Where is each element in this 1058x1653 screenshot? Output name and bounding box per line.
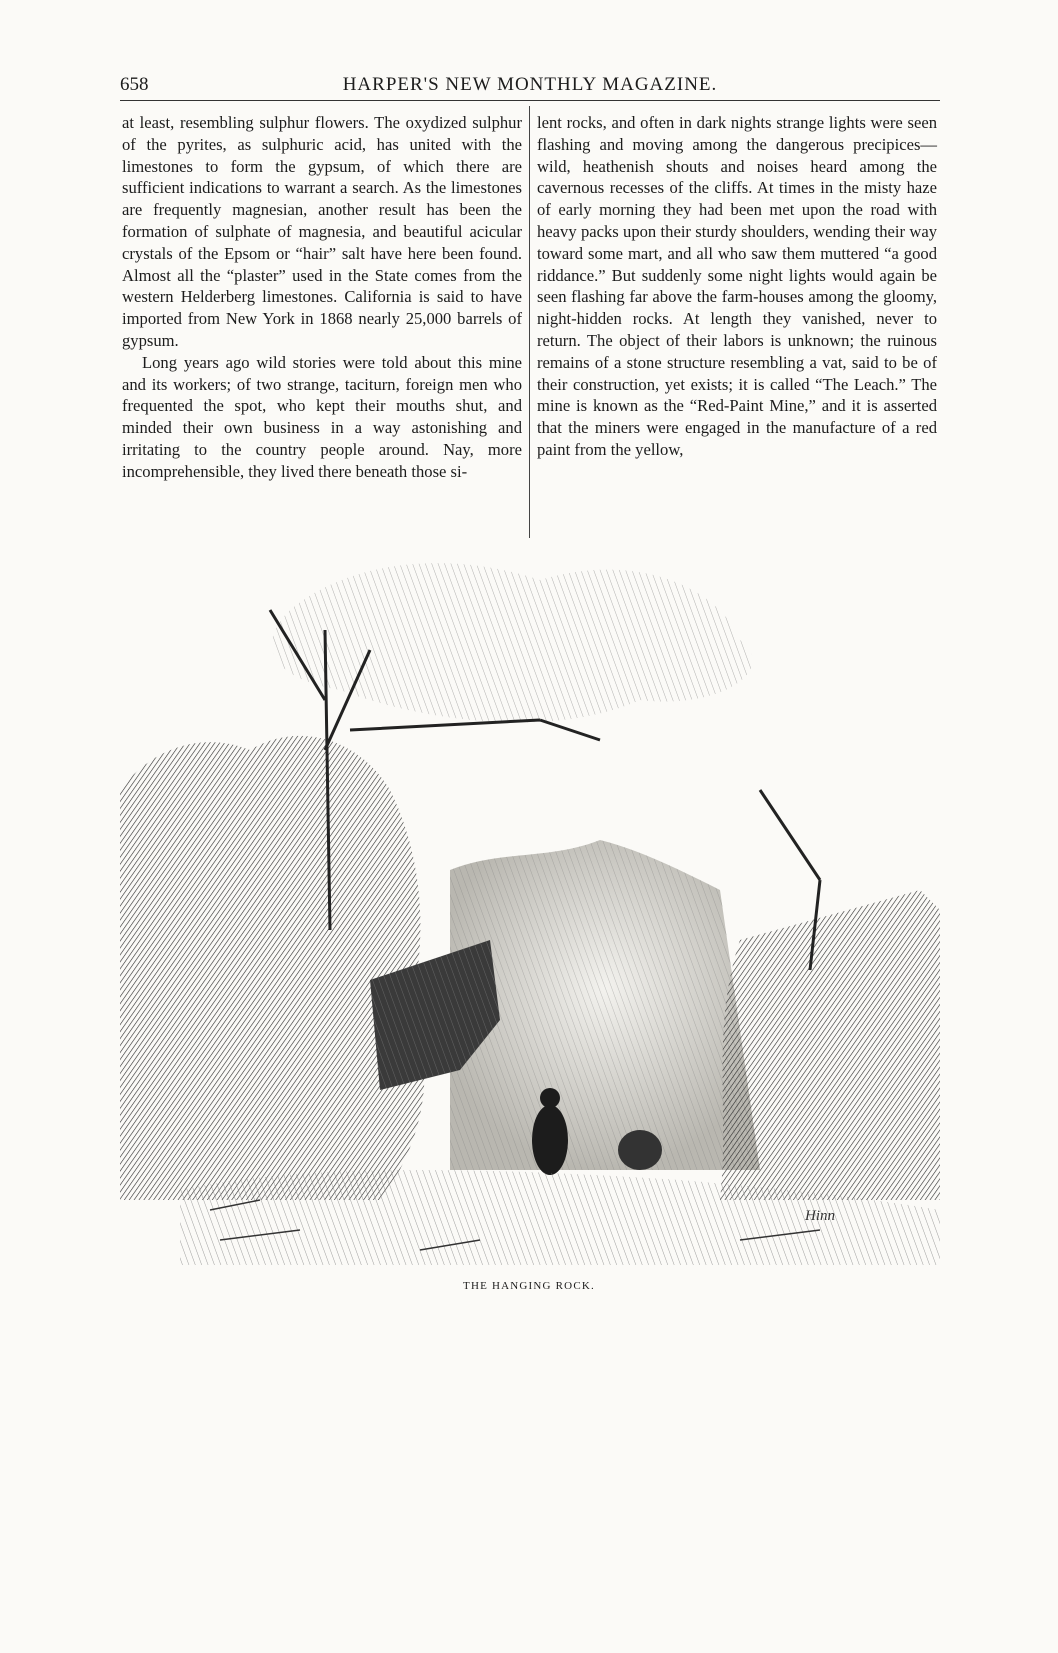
right-column (537, 112, 937, 461)
page-number: 658 (120, 74, 149, 95)
hanging-rock-engraving (120, 550, 940, 1265)
illustration-caption: THE HANGING ROCK. (463, 1280, 595, 1292)
artist-signature: Hinn (805, 1208, 835, 1224)
page-header (120, 70, 940, 101)
left-paragraph-2: Long years ago wild stories were told about this mine and its workers; of two strange, taciturn, foreign men who frequented the spot, who kept their mouths shut, and minded their own business in a way astonishing and irritating to the country people around. Nay, more incomprehensible, they lived there beneath those si- (122, 352, 522, 481)
right-paragraph-1: lent rocks, and often in dark nights strange lights were seen flashing and moving among the dangerous precipices—wild, heathenish shouts and noises heard among the cavernous recesses of the cliffs. At times in the misty haze of early morning they had been met upon the road with heavy packs upon their sturdy shoulders, wending their way toward some mart, and all who saw them muttered “a good riddance.” But suddenly some night lights would again be seen flashing far above the farm-houses among the gloomy, night-hidden rocks. At length they vanished, never to return. The object of their labors is unknown; the ruinous remains of a stone structure resembling a vat, said to be of their construction, yet exists; it is called “The Leach.” The mine is known as the “Red-Paint Mine,” and it is asserted that the miners were engaged in the manufacture of a red paint from the yellow, (537, 113, 937, 459)
left-paragraph-1: at least, resembling sulphur flowers. The oxydized sulphur of the pyrites, as sulphuric acid, has united with the limestones to form the gypsum, of which there are sufficient indications to warrant a search. As the limestones are frequently magnesian, another result has been the formation of sulphate of magnesia, and beautiful acicular crystals of the Epsom or “hair” salt have here been found. Almost all the “plaster” used in the State comes from the western Helderberg limestones. California is said to have imported from New York in 1868 nearly 25,000 barrels of gypsum. (122, 113, 522, 350)
column-divider (529, 106, 530, 538)
left-column (122, 112, 522, 483)
running-title: HARPER'S NEW MONTHLY MAGAZINE. (342, 74, 718, 95)
engraving-drawing (120, 550, 940, 1265)
